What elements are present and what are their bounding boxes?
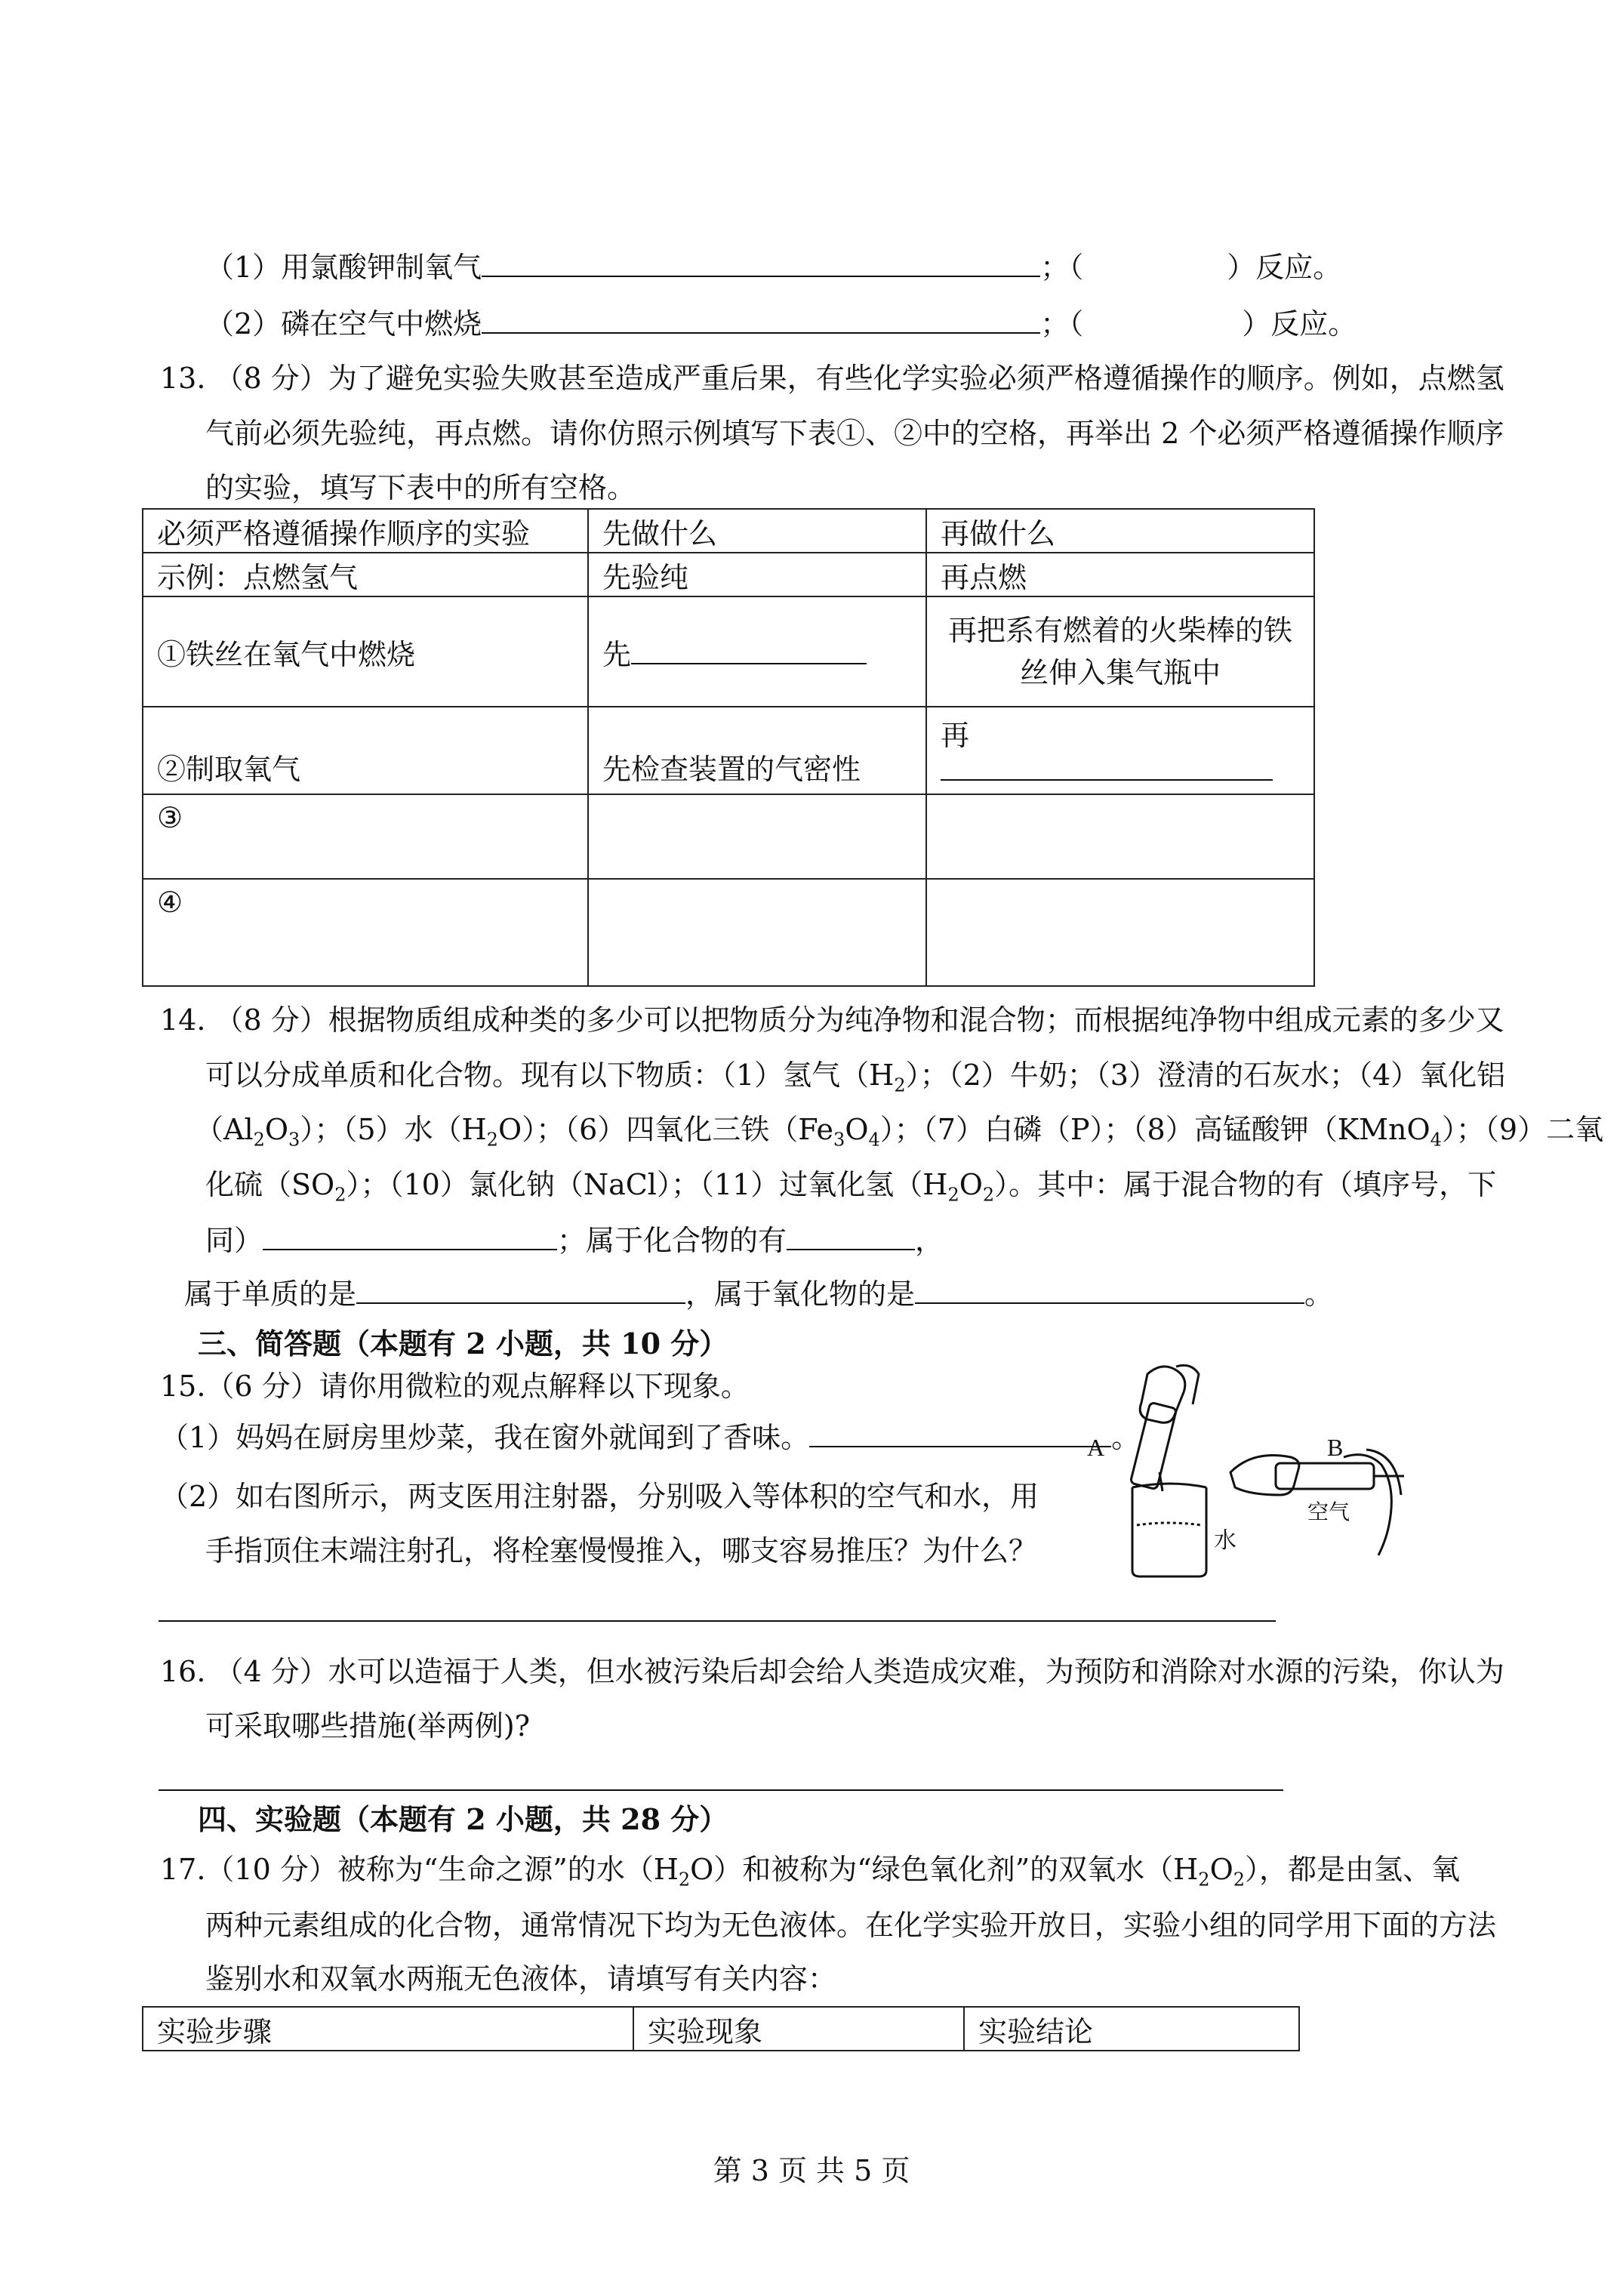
q13-row2-first: 先检查装置的气密性 xyxy=(588,707,926,794)
q17-line3: 鉴别水和双氧水两瓶无色液体，请填写有关内容： xyxy=(205,1962,837,1996)
fig-label-a: A xyxy=(1087,1434,1105,1461)
syringe-b-icon xyxy=(1276,1463,1374,1489)
fig-label-water: 水 xyxy=(1214,1527,1236,1554)
q15-item2a: （2）如右图所示，两支医用注射器，分别吸入等体积的空气和水，用 xyxy=(160,1480,1039,1513)
page-footer: 第 3 页 共 5 页 xyxy=(713,2154,910,2187)
q13-row2-experiment: ②制取氧气 xyxy=(143,707,588,794)
q15-line1: 15.（6 分）请你用微粒的观点解释以下现象。 xyxy=(160,1370,750,1403)
q13-line1: 13. （8 分）为了避免实验失败甚至造成严重后果，有些化学实验必须严格遵循操作的顺序。例如，点燃氢 xyxy=(160,362,1504,395)
q13-header-experiment: 必须严格遵循操作顺序的实验 xyxy=(143,509,588,553)
q17-header-conclusion: 实验结论 xyxy=(964,2007,1299,2051)
q14-line5: 同） ；属于化合物的有 ， xyxy=(205,1224,944,1257)
fig-label-air: 空气 xyxy=(1307,1499,1350,1524)
q13-row3-experiment[interactable]: ③ xyxy=(143,794,588,879)
q14-element-blank[interactable] xyxy=(356,1277,685,1304)
q12-item1-blank[interactable] xyxy=(482,250,1040,277)
q13-example-experiment: 示例：点燃氢气 xyxy=(143,553,588,596)
q13-row4-experiment[interactable]: ④ xyxy=(143,879,588,986)
syringe-a-icon xyxy=(1130,1402,1177,1489)
q14-line3: $(Al_2O_3)$；（5）水$(H_2O)$；（6）四氧化三铁$(Fe_3O_4)$；（7）白磷（P）；（8）高锰酸钾（KMnO$_4$）；（9）二氧 xyxy=(195,1113,1604,1151)
q13-row1-then: 再把系有燃着的火柴棒的铁 丝伸入集气瓶中 xyxy=(926,596,1314,707)
q14-mixture-blank[interactable] xyxy=(263,1223,557,1250)
q13-row1-experiment: ①铁丝在氧气中燃烧 xyxy=(143,596,588,707)
section4-heading: 四、实验题（本题有 2 小题，共 28 分） xyxy=(198,1802,728,1836)
q13-row4-first[interactable] xyxy=(588,879,926,986)
q13-row1-first: 先 xyxy=(588,596,926,707)
hand-b-right-icon xyxy=(1344,1455,1391,1555)
q12-item2-blank[interactable] xyxy=(482,307,1040,334)
q12-item2: （2）磷在空气中燃烧 ；（ ）反应。 xyxy=(205,307,1357,341)
q13-line2: 气前必须先验纯，再点燃。请你仿照示例填写下表①、②中的空格，再举出 2 个必须严格遵循操作顺序 xyxy=(205,417,1504,450)
q13-line3: 的实验，填写下表中的所有空格。 xyxy=(205,471,636,504)
fig-label-b: B xyxy=(1327,1434,1344,1461)
q12-item2-label: （2）磷在空气中燃烧 xyxy=(205,307,482,341)
beaker-icon xyxy=(1132,1487,1206,1576)
q17-table xyxy=(142,2006,1300,2051)
q15-item1-blank[interactable] xyxy=(809,1420,1111,1447)
q14-oxide-blank[interactable] xyxy=(915,1277,1304,1304)
q13-row1-first-blank[interactable] xyxy=(631,637,867,664)
q17-header-steps: 实验步骤 xyxy=(143,2007,633,2051)
q13-header-first: 先做什么 xyxy=(588,509,926,553)
q14-line2: 可以分成单质和化合物。现有以下物质：（1）氢气$(H_2)$；（2）牛奶；（3）澄清的石灰水；（4）氧化铝 xyxy=(205,1059,1506,1096)
q14-line4: 化硫$(SO_2)$；（10）氯化钠（NaCl）；（11）过氧化氢$(H_2O_2)$。其中：属于混合物的有（填序号，下 xyxy=(205,1168,1497,1206)
q12-item1-label: （1）用氯酸钾制氧气 xyxy=(205,251,482,284)
q13-example-first: 先验纯 xyxy=(588,553,926,596)
q14-line1: 14. （8 分）根据物质组成种类的多少可以把物质分为纯净物和混合物；而根据纯净物中组成元素的多少又 xyxy=(160,1003,1504,1037)
q17-line2: 两种元素组成的化合物，通常情况下均为无色液体。在化学实验开放日，实验小组的同学用下面的方法 xyxy=(205,1909,1497,1942)
q13-row3-then[interactable] xyxy=(926,794,1314,879)
section3-heading: 三、简答题（本题有 2 小题，共 10 分） xyxy=(198,1327,728,1361)
q17-header-phenomena: 实验现象 xyxy=(633,2007,964,2051)
q14-compound-blank[interactable] xyxy=(787,1223,915,1250)
q16-line1: 16. （4 分）水可以造福于人类，但水被污染后却会给人类造成灾难，为预防和消除对水源的污染，你认为 xyxy=(160,1655,1504,1688)
q13-header-then: 再做什么 xyxy=(926,509,1314,553)
q16-line2: 可采取哪些措施(举两例)? xyxy=(205,1709,531,1743)
q13-example-then: 再点燃 xyxy=(926,553,1314,596)
q14-line6: 属于单质的是 ，属于氧化物的是 。 xyxy=(184,1277,1334,1311)
syringe-figure xyxy=(1087,1359,1412,1578)
q13-row2-then-blank[interactable] xyxy=(941,754,1273,781)
q13-table xyxy=(142,508,1315,987)
q17-line1: 17.（10 分）被称为“生命之源”的水$(H_2O)$和被称为“绿色氧化剂”的双氧水$(H_2O_2)$，都是由氢、氧 xyxy=(160,1853,1461,1891)
q15-item2b: 手指顶住末端注射孔，将栓塞慢慢推入，哪支容易推压？为什么？ xyxy=(205,1534,1038,1567)
q13-row2-then: 再 xyxy=(926,707,1314,794)
q16-answer-line[interactable] xyxy=(159,1789,1283,1791)
q15-answer-line[interactable] xyxy=(159,1620,1276,1622)
q15-item1: （1）妈妈在厨房里炒菜，我在窗外就闻到了香味。 。 xyxy=(160,1421,1141,1454)
q13-row3-first[interactable] xyxy=(588,794,926,879)
q13-row4-then[interactable] xyxy=(926,879,1314,986)
q12-item1: （1）用氯酸钾制氧气 ；（ ）反应。 xyxy=(205,251,1342,284)
